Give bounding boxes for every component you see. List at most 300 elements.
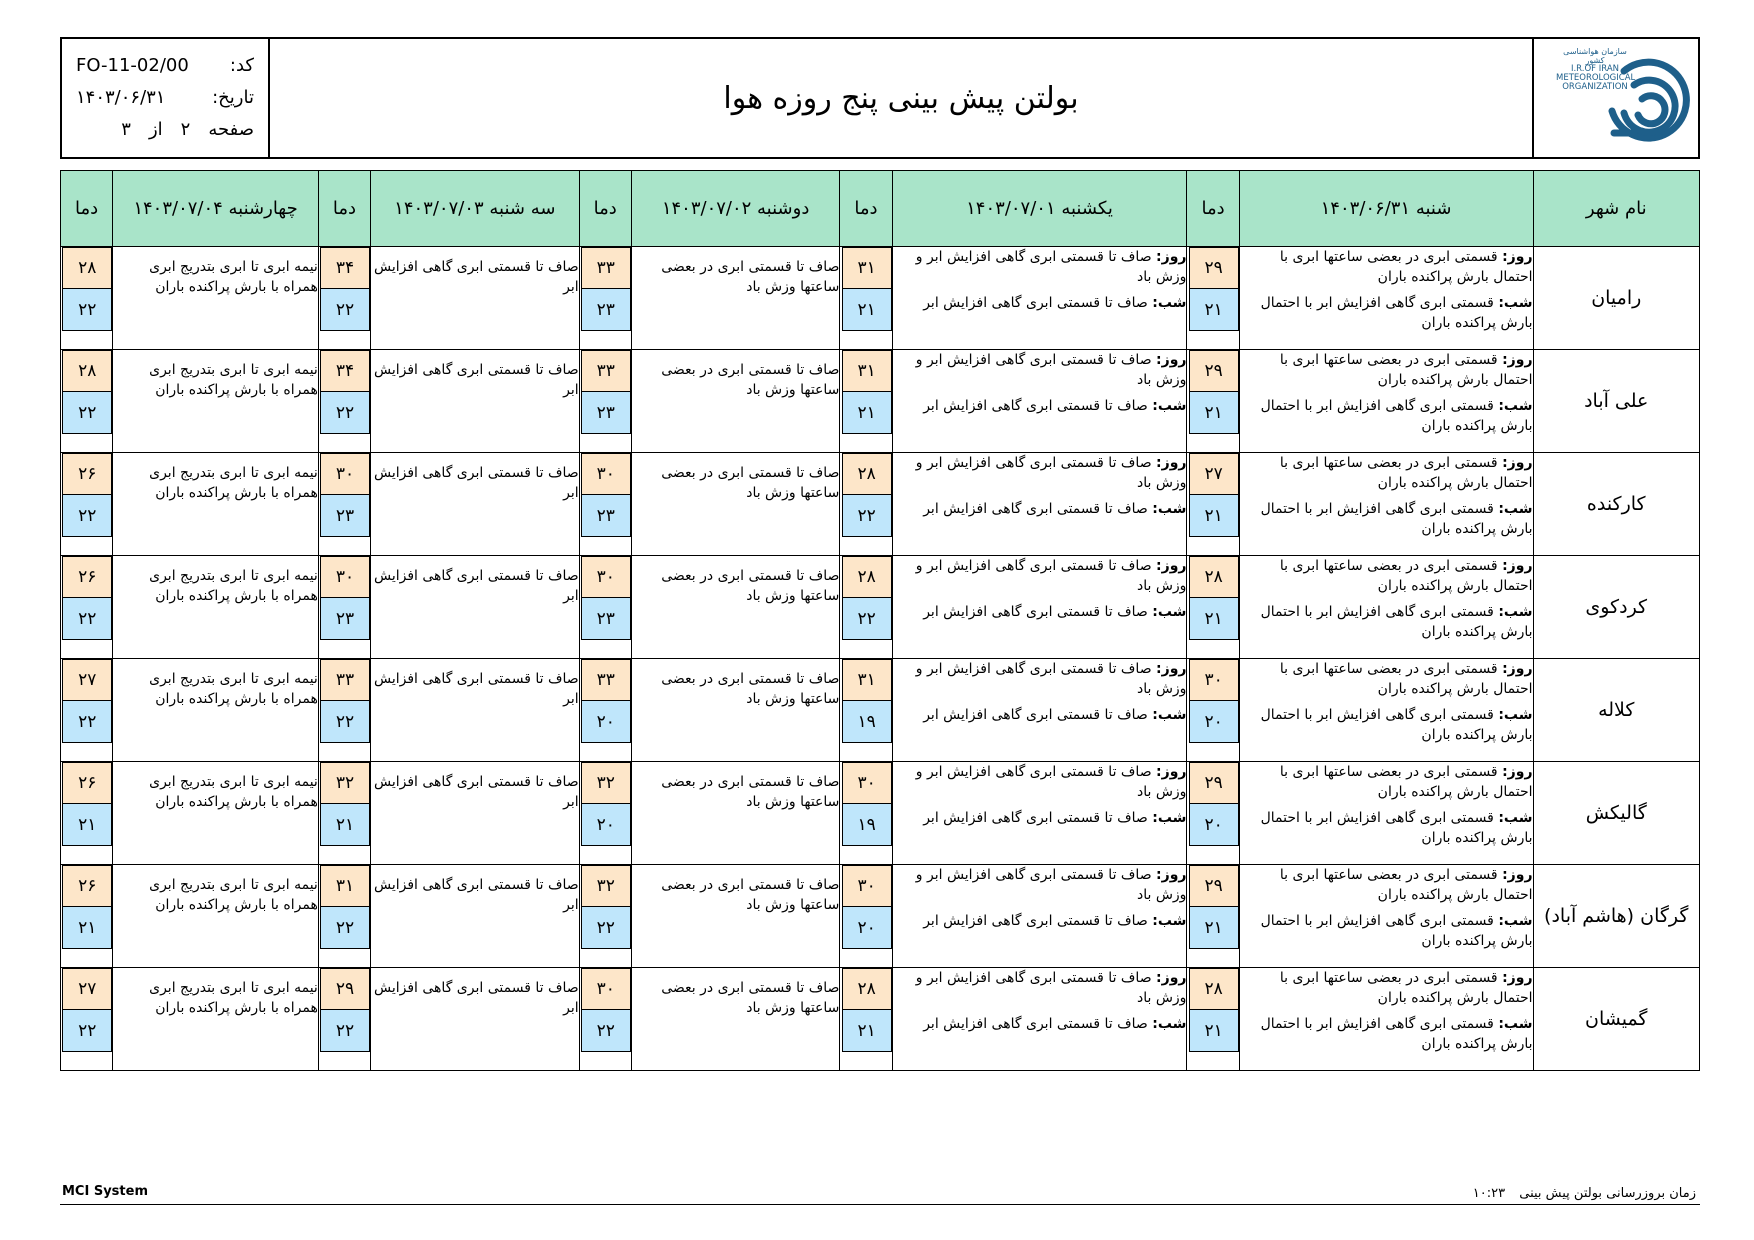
max-temperature: ۲۸: [1189, 968, 1239, 1010]
max-temperature: ۳۱: [842, 659, 892, 701]
date-value: ۱۴۰۳/۰۶/۳۱: [76, 86, 166, 108]
logo-persian-name: سازمان هواشناسی کشور: [1563, 47, 1627, 65]
forecast-description: صاف تا قسمتی ابری گاهی افزایش ابر: [371, 247, 580, 350]
table-row: [61, 968, 1700, 1071]
table-row: [61, 762, 1700, 865]
forecast-description: صاف تا قسمتی ابری در بعضی ساعتها وزش باد: [631, 453, 840, 556]
night-forecast: [893, 808, 1187, 828]
forecast-description: نیمه ابری تا ابری بتدریج ابری همراه با بارش پراکنده باران: [113, 247, 319, 350]
city-name: رامیان: [1533, 247, 1700, 350]
max-temperature: ۳۰: [581, 453, 631, 495]
document-meta: [62, 39, 270, 157]
table-row: [61, 350, 1700, 453]
day-label: روز:: [1156, 970, 1187, 986]
min-temperature: ۲۰: [581, 701, 631, 743]
max-temperature: ۲۹: [1189, 247, 1239, 289]
day-forecast: [893, 556, 1187, 596]
day-forecast: [1240, 350, 1533, 390]
forecast-description: [1239, 762, 1533, 865]
forecast-description: [1239, 865, 1533, 968]
temperature-cell: [318, 659, 370, 762]
temperature-cell: [579, 453, 631, 556]
night-forecast: [893, 1014, 1187, 1034]
night-forecast-text: صاف تا قسمتی ابری گاهی افزایش ابر: [923, 707, 1148, 723]
max-temperature: ۳۱: [842, 247, 892, 289]
footer-update-info: [1463, 1186, 1696, 1201]
night-forecast-text: قسمتی ابری گاهی افزایش ابر با احتمال بارش پراکنده باران: [1260, 398, 1533, 434]
temperature-cell: [61, 659, 113, 762]
night-forecast: [893, 293, 1187, 313]
min-temperature: ۲۲: [842, 598, 892, 640]
night-forecast: [893, 602, 1187, 622]
night-label: شب:: [1498, 604, 1533, 620]
max-temperature: ۳۱: [842, 350, 892, 392]
city-name: علی آباد: [1533, 350, 1700, 453]
min-temperature: ۲۰: [1189, 701, 1239, 743]
forecast-description: صاف تا قسمتی ابری در بعضی ساعتها وزش باد: [631, 659, 840, 762]
min-temperature: ۲۳: [581, 289, 631, 331]
min-temperature: ۲۲: [62, 289, 112, 331]
temperature-cell: [840, 762, 892, 865]
min-temperature: ۲۲: [320, 701, 370, 743]
min-temperature: ۲۱: [1189, 495, 1239, 537]
day-forecast: [893, 659, 1187, 699]
temperature-cell: [1187, 762, 1239, 865]
day-forecast: [893, 453, 1187, 493]
day-forecast-text: قسمتی ابری در بعضی ساعتها ابری با احتمال بارش پراکنده باران: [1279, 249, 1533, 285]
night-forecast: [1240, 911, 1533, 951]
min-temperature: ۱۹: [842, 804, 892, 846]
city-name: کارکنده: [1533, 453, 1700, 556]
night-forecast-text: صاف تا قسمتی ابری گاهی افزایش ابر: [923, 501, 1148, 517]
temperature-cell: [840, 247, 892, 350]
min-temperature: ۲۳: [581, 495, 631, 537]
forecast-description: صاف تا قسمتی ابری گاهی افزایش ابر: [371, 865, 580, 968]
max-temperature: ۳۳: [581, 350, 631, 392]
temperature-cell: [318, 453, 370, 556]
night-label: شب:: [1152, 707, 1187, 723]
day-label: روز:: [1156, 661, 1187, 677]
forecast-description: صاف تا قسمتی ابری گاهی افزایش ابر: [371, 968, 580, 1071]
day-forecast-text: قسمتی ابری در بعضی ساعتها ابری با احتمال بارش پراکنده باران: [1279, 455, 1533, 491]
day-label: روز:: [1156, 249, 1187, 265]
update-time-value: ۱۰:۲۳: [1472, 1186, 1506, 1201]
day-forecast: [1240, 659, 1533, 699]
temperature-cell: [1187, 968, 1239, 1071]
night-label: شب:: [1498, 913, 1533, 929]
night-label: شب:: [1498, 501, 1533, 517]
temperature-cell: [579, 247, 631, 350]
temperature-cell: [840, 865, 892, 968]
day-forecast: [893, 350, 1187, 390]
max-temperature: ۳۱: [320, 865, 370, 907]
forecast-description: نیمه ابری تا ابری بتدریج ابری همراه با بارش پراکنده باران: [113, 968, 319, 1071]
max-temperature: ۳۲: [581, 762, 631, 804]
temperature-cell: [579, 659, 631, 762]
max-temperature: ۳۳: [581, 659, 631, 701]
table-header-row: [61, 171, 1700, 247]
temperature-cell: [579, 556, 631, 659]
min-temperature: ۲۲: [842, 495, 892, 537]
night-forecast-text: صاف تا قسمتی ابری گاهی افزایش ابر: [923, 913, 1148, 929]
date-row: [76, 81, 254, 113]
night-forecast-text: صاف تا قسمتی ابری گاهی افزایش ابر: [923, 810, 1148, 826]
day-forecast: [893, 247, 1187, 287]
max-temperature: ۳۰: [842, 762, 892, 804]
forecast-description: [892, 865, 1187, 968]
day-forecast-text: صاف تا قسمتی ابری گاهی افزایش ابر و وزش باد: [915, 455, 1187, 491]
table-row: [61, 247, 1700, 350]
day-forecast-text: قسمتی ابری در بعضی ساعتها ابری با احتمال بارش پراکنده باران: [1279, 764, 1533, 800]
forecast-description: [892, 556, 1187, 659]
min-temperature: ۲۲: [581, 1010, 631, 1052]
night-forecast-text: قسمتی ابری گاهی افزایش ابر با احتمال بارش پراکنده باران: [1260, 295, 1533, 331]
night-label: شب:: [1498, 398, 1533, 414]
temperature-cell: [840, 556, 892, 659]
day-forecast: [893, 968, 1187, 1008]
forecast-description: صاف تا قسمتی ابری در بعضی ساعتها وزش باد: [631, 968, 840, 1071]
city-column-header: نام شهر: [1533, 171, 1700, 247]
city-name: گمیشان: [1533, 968, 1700, 1071]
temperature-cell: [318, 865, 370, 968]
bulletin-title: [270, 39, 1532, 157]
max-temperature: ۲۸: [842, 453, 892, 495]
max-temperature: ۳۰: [581, 556, 631, 598]
night-label: شب:: [1498, 295, 1533, 311]
day-label: روز:: [1156, 558, 1187, 574]
forecast-description: [1239, 968, 1533, 1071]
min-temperature: ۲۰: [581, 804, 631, 846]
logo-line-3: ORGANIZATION: [1562, 82, 1628, 92]
forecast-description: [1239, 453, 1533, 556]
logo-line-2: METEOROLOGICAL: [1556, 73, 1636, 83]
temperature-cell: [1187, 865, 1239, 968]
max-temperature: ۳۳: [581, 247, 631, 289]
night-forecast-text: صاف تا قسمتی ابری گاهی افزایش ابر: [923, 295, 1148, 311]
night-label: شب:: [1152, 913, 1187, 929]
min-temperature: ۲۲: [62, 392, 112, 434]
min-temperature: ۲۳: [581, 392, 631, 434]
max-temperature: ۳۲: [320, 762, 370, 804]
page-number: ۲: [180, 118, 191, 140]
forecast-description: صاف تا قسمتی ابری گاهی افزایش ابر: [371, 762, 580, 865]
city-name: گرگان (هاشم آباد): [1533, 865, 1700, 968]
min-temperature: ۲۲: [320, 907, 370, 949]
max-temperature: ۳۳: [320, 659, 370, 701]
day-label: روز:: [1502, 867, 1533, 883]
temperature-cell: [318, 350, 370, 453]
day-forecast-text: صاف تا قسمتی ابری گاهی افزایش ابر و وزش باد: [915, 764, 1187, 800]
day-forecast-text: صاف تا قسمتی ابری گاهی افزایش ابر و وزش باد: [915, 352, 1187, 388]
day-label: روز:: [1156, 352, 1187, 368]
forecast-description: صاف تا قسمتی ابری در بعضی ساعتها وزش باد: [631, 556, 840, 659]
max-temperature: ۳۴: [320, 350, 370, 392]
city-name: کلاله: [1533, 659, 1700, 762]
page-row: [76, 113, 254, 145]
day-label: روز:: [1502, 764, 1533, 780]
max-temperature: ۳۴: [320, 247, 370, 289]
temp-header: دما: [840, 171, 892, 247]
temperature-cell: [61, 762, 113, 865]
min-temperature: ۲۳: [320, 598, 370, 640]
min-temperature: ۲۲: [320, 1010, 370, 1052]
night-forecast-text: قسمتی ابری گاهی افزایش ابر با احتمال بارش پراکنده باران: [1260, 810, 1533, 846]
temperature-cell: [1187, 350, 1239, 453]
max-temperature: ۲۷: [62, 968, 112, 1010]
day-2-header: یکشنبه ۱۴۰۳/۰۷/۰۱: [892, 171, 1187, 247]
min-temperature: ۲۲: [62, 598, 112, 640]
min-temperature: ۲۱: [1189, 1010, 1239, 1052]
max-temperature: ۲۹: [1189, 350, 1239, 392]
night-label: شب:: [1152, 501, 1187, 517]
temperature-cell: [61, 453, 113, 556]
temperature-cell: [1187, 556, 1239, 659]
forecast-description: [1239, 659, 1533, 762]
page-total: ۳: [121, 118, 131, 140]
forecast-table: [60, 170, 1700, 1071]
forecast-description: [892, 247, 1187, 350]
temperature-cell: [61, 865, 113, 968]
temperature-cell: [318, 556, 370, 659]
min-temperature: ۲۲: [581, 907, 631, 949]
day-forecast: [1240, 556, 1533, 596]
night-forecast-text: قسمتی ابری گاهی افزایش ابر با احتمال بارش پراکنده باران: [1260, 501, 1533, 537]
table-row: [61, 556, 1700, 659]
day-forecast-text: قسمتی ابری در بعضی ساعتها ابری با احتمال بارش پراکنده باران: [1279, 352, 1533, 388]
max-temperature: ۲۶: [62, 762, 112, 804]
forecast-description: نیمه ابری تا ابری بتدریج ابری همراه با بارش پراکنده باران: [113, 865, 319, 968]
max-temperature: ۳۰: [320, 453, 370, 495]
max-temperature: ۳۰: [581, 968, 631, 1010]
day-label: روز:: [1156, 867, 1187, 883]
temperature-cell: [1187, 247, 1239, 350]
day-forecast-text: صاف تا قسمتی ابری گاهی افزایش ابر و وزش باد: [915, 249, 1187, 285]
day-3-header: دوشنبه ۱۴۰۳/۰۷/۰۲: [631, 171, 840, 247]
day-forecast-text: صاف تا قسمتی ابری گاهی افزایش ابر و وزش باد: [915, 970, 1187, 1006]
forecast-description: [892, 968, 1187, 1071]
night-forecast: [893, 911, 1187, 931]
night-label: شب:: [1152, 604, 1187, 620]
night-label: شب:: [1152, 398, 1187, 414]
max-temperature: ۲۷: [62, 659, 112, 701]
night-forecast-text: قسمتی ابری گاهی افزایش ابر با احتمال بارش پراکنده باران: [1260, 707, 1533, 743]
temperature-cell: [579, 350, 631, 453]
day-forecast-text: صاف تا قسمتی ابری گاهی افزایش ابر و وزش باد: [915, 558, 1187, 594]
night-forecast: [893, 705, 1187, 725]
min-temperature: ۲۱: [1189, 598, 1239, 640]
day-label: روز:: [1502, 352, 1533, 368]
code-label: کد:: [229, 54, 254, 76]
forecast-description: نیمه ابری تا ابری بتدریج ابری همراه با بارش پراکنده باران: [113, 453, 319, 556]
max-temperature: ۲۸: [62, 247, 112, 289]
day-label: روز:: [1502, 661, 1533, 677]
night-forecast: [1240, 396, 1533, 436]
day-label: روز:: [1156, 455, 1187, 471]
day-5-header: چهارشنبه ۱۴۰۳/۰۷/۰۴: [113, 171, 319, 247]
meteorological-organization-logo-icon: [1604, 51, 1690, 151]
temperature-cell: [579, 762, 631, 865]
min-temperature: ۲۱: [320, 804, 370, 846]
night-forecast-text: صاف تا قسمتی ابری گاهی افزایش ابر: [923, 1016, 1148, 1032]
update-time-label: زمان بروزرسانی بولتن پیش بینی: [1519, 1186, 1696, 1201]
date-label: تاریخ:: [212, 86, 254, 108]
page-title: بولتن پیش بینی پنج روزه هوا: [723, 80, 1079, 116]
min-temperature: ۲۱: [1189, 392, 1239, 434]
min-temperature: ۲۰: [1189, 804, 1239, 846]
forecast-description: صاف تا قسمتی ابری در بعضی ساعتها وزش باد: [631, 762, 840, 865]
night-forecast: [1240, 705, 1533, 745]
night-forecast: [893, 499, 1187, 519]
night-label: شب:: [1152, 1016, 1187, 1032]
temperature-cell: [579, 865, 631, 968]
day-forecast: [1240, 968, 1533, 1008]
temperature-cell: [840, 968, 892, 1071]
min-temperature: ۲۲: [62, 1010, 112, 1052]
max-temperature: ۲۶: [62, 453, 112, 495]
forecast-description: نیمه ابری تا ابری بتدریج ابری همراه با بارش پراکنده باران: [113, 350, 319, 453]
temperature-cell: [840, 453, 892, 556]
max-temperature: ۳۲: [581, 865, 631, 907]
night-label: شب:: [1152, 295, 1187, 311]
temperature-cell: [840, 659, 892, 762]
page-label: صفحه: [208, 118, 254, 140]
night-forecast: [893, 396, 1187, 416]
city-name: کردکوی: [1533, 556, 1700, 659]
max-temperature: ۲۹: [320, 968, 370, 1010]
temperature-cell: [61, 247, 113, 350]
day-forecast: [1240, 453, 1533, 493]
day-forecast: [1240, 247, 1533, 287]
min-temperature: ۲۳: [581, 598, 631, 640]
max-temperature: ۲۹: [1189, 865, 1239, 907]
min-temperature: ۱۹: [842, 701, 892, 743]
temp-header: دما: [1187, 171, 1239, 247]
day-label: روز:: [1156, 764, 1187, 780]
day-label: روز:: [1502, 455, 1533, 471]
min-temperature: ۲۳: [320, 495, 370, 537]
temperature-cell: [318, 968, 370, 1071]
day-forecast-text: قسمتی ابری در بعضی ساعتها ابری با احتمال بارش پراکنده باران: [1279, 970, 1533, 1006]
min-temperature: ۲۱: [1189, 907, 1239, 949]
temperature-cell: [840, 350, 892, 453]
table-row: [61, 659, 1700, 762]
temperature-cell: [1187, 659, 1239, 762]
day-forecast: [893, 865, 1187, 905]
day-forecast: [1240, 865, 1533, 905]
forecast-description: صاف تا قسمتی ابری گاهی افزایش ابر: [371, 453, 580, 556]
temp-header: دما: [61, 171, 113, 247]
min-temperature: ۲۱: [1189, 289, 1239, 331]
temperature-cell: [61, 350, 113, 453]
max-temperature: ۲۸: [842, 556, 892, 598]
forecast-description: نیمه ابری تا ابری بتدریج ابری همراه با بارش پراکنده باران: [113, 762, 319, 865]
logo-cell: [1532, 39, 1698, 157]
min-temperature: ۲۱: [842, 392, 892, 434]
min-temperature: ۲۱: [842, 1010, 892, 1052]
forecast-rows: [61, 247, 1700, 1071]
night-label: شب:: [1498, 707, 1533, 723]
max-temperature: ۳۰: [842, 865, 892, 907]
night-forecast-text: قسمتی ابری گاهی افزایش ابر با احتمال بارش پراکنده باران: [1260, 604, 1533, 640]
night-forecast-text: قسمتی ابری گاهی افزایش ابر با احتمال بارش پراکنده باران: [1260, 1016, 1533, 1052]
max-temperature: ۲۹: [1189, 762, 1239, 804]
min-temperature: ۲۱: [62, 804, 112, 846]
forecast-description: صاف تا قسمتی ابری گاهی افزایش ابر: [371, 659, 580, 762]
forecast-description: [1239, 350, 1533, 453]
max-temperature: ۲۸: [1189, 556, 1239, 598]
min-temperature: ۲۰: [842, 907, 892, 949]
day-forecast: [893, 762, 1187, 802]
temperature-cell: [579, 968, 631, 1071]
forecast-description: صاف تا قسمتی ابری در بعضی ساعتها وزش باد: [631, 865, 840, 968]
temperature-cell: [318, 762, 370, 865]
min-temperature: ۲۲: [320, 392, 370, 434]
footer-divider: [60, 1204, 1700, 1205]
day-label: روز:: [1502, 249, 1533, 265]
day-forecast-text: صاف تا قسمتی ابری گاهی افزایش ابر و وزش باد: [915, 661, 1187, 697]
temp-header: دما: [318, 171, 370, 247]
forecast-description: [1239, 556, 1533, 659]
forecast-description: [1239, 247, 1533, 350]
forecast-description: صاف تا قسمتی ابری گاهی افزایش ابر: [371, 556, 580, 659]
min-temperature: ۲۱: [62, 907, 112, 949]
temp-header: دما: [579, 171, 631, 247]
temperature-cell: [61, 968, 113, 1071]
forecast-description: نیمه ابری تا ابری بتدریج ابری همراه با بارش پراکنده باران: [113, 556, 319, 659]
night-forecast: [1240, 808, 1533, 848]
min-temperature: ۲۲: [320, 289, 370, 331]
min-temperature: ۲۲: [62, 495, 112, 537]
forecast-description: [892, 350, 1187, 453]
max-temperature: ۲۸: [842, 968, 892, 1010]
table-row: [61, 453, 1700, 556]
max-temperature: ۳۰: [320, 556, 370, 598]
day-1-header: شنبه ۱۴۰۳/۰۶/۳۱: [1239, 171, 1533, 247]
page-of-label: از: [148, 118, 163, 140]
night-label: شب:: [1498, 1016, 1533, 1032]
max-temperature: ۲۶: [62, 556, 112, 598]
temperature-cell: [318, 247, 370, 350]
max-temperature: ۲۸: [62, 350, 112, 392]
max-temperature: ۳۰: [1189, 659, 1239, 701]
day-4-header: سه شنبه ۱۴۰۳/۰۷/۰۳: [371, 171, 580, 247]
footer-system-name: MCI System: [62, 1184, 148, 1199]
day-forecast-text: صاف تا قسمتی ابری گاهی افزایش ابر و وزش باد: [915, 867, 1187, 903]
day-forecast: [1240, 762, 1533, 802]
forecast-description: [892, 659, 1187, 762]
min-temperature: ۲۱: [842, 289, 892, 331]
night-label: شب:: [1498, 810, 1533, 826]
day-forecast-text: قسمتی ابری در بعضی ساعتها ابری با احتمال بارش پراکنده باران: [1279, 867, 1533, 903]
code-row: [76, 49, 254, 81]
night-forecast-text: صاف تا قسمتی ابری گاهی افزایش ابر: [923, 604, 1148, 620]
forecast-description: صاف تا قسمتی ابری گاهی افزایش ابر: [371, 350, 580, 453]
day-label: روز:: [1502, 970, 1533, 986]
night-forecast: [1240, 293, 1533, 333]
forecast-description: صاف تا قسمتی ابری در بعضی ساعتها وزش باد: [631, 247, 840, 350]
max-temperature: ۲۷: [1189, 453, 1239, 495]
forecast-description: [892, 453, 1187, 556]
night-forecast: [1240, 499, 1533, 539]
forecast-description: [892, 762, 1187, 865]
night-forecast-text: صاف تا قسمتی ابری گاهی افزایش ابر: [923, 398, 1148, 414]
city-name: گالیکش: [1533, 762, 1700, 865]
forecast-description: نیمه ابری تا ابری بتدریج ابری همراه با بارش پراکنده باران: [113, 659, 319, 762]
code-value: FO-11-02/00: [76, 54, 189, 76]
night-forecast-text: قسمتی ابری گاهی افزایش ابر با احتمال بارش پراکنده باران: [1260, 913, 1533, 949]
bulletin-header: [60, 37, 1700, 159]
day-forecast-text: قسمتی ابری در بعضی ساعتها ابری با احتمال بارش پراکنده باران: [1279, 661, 1533, 697]
